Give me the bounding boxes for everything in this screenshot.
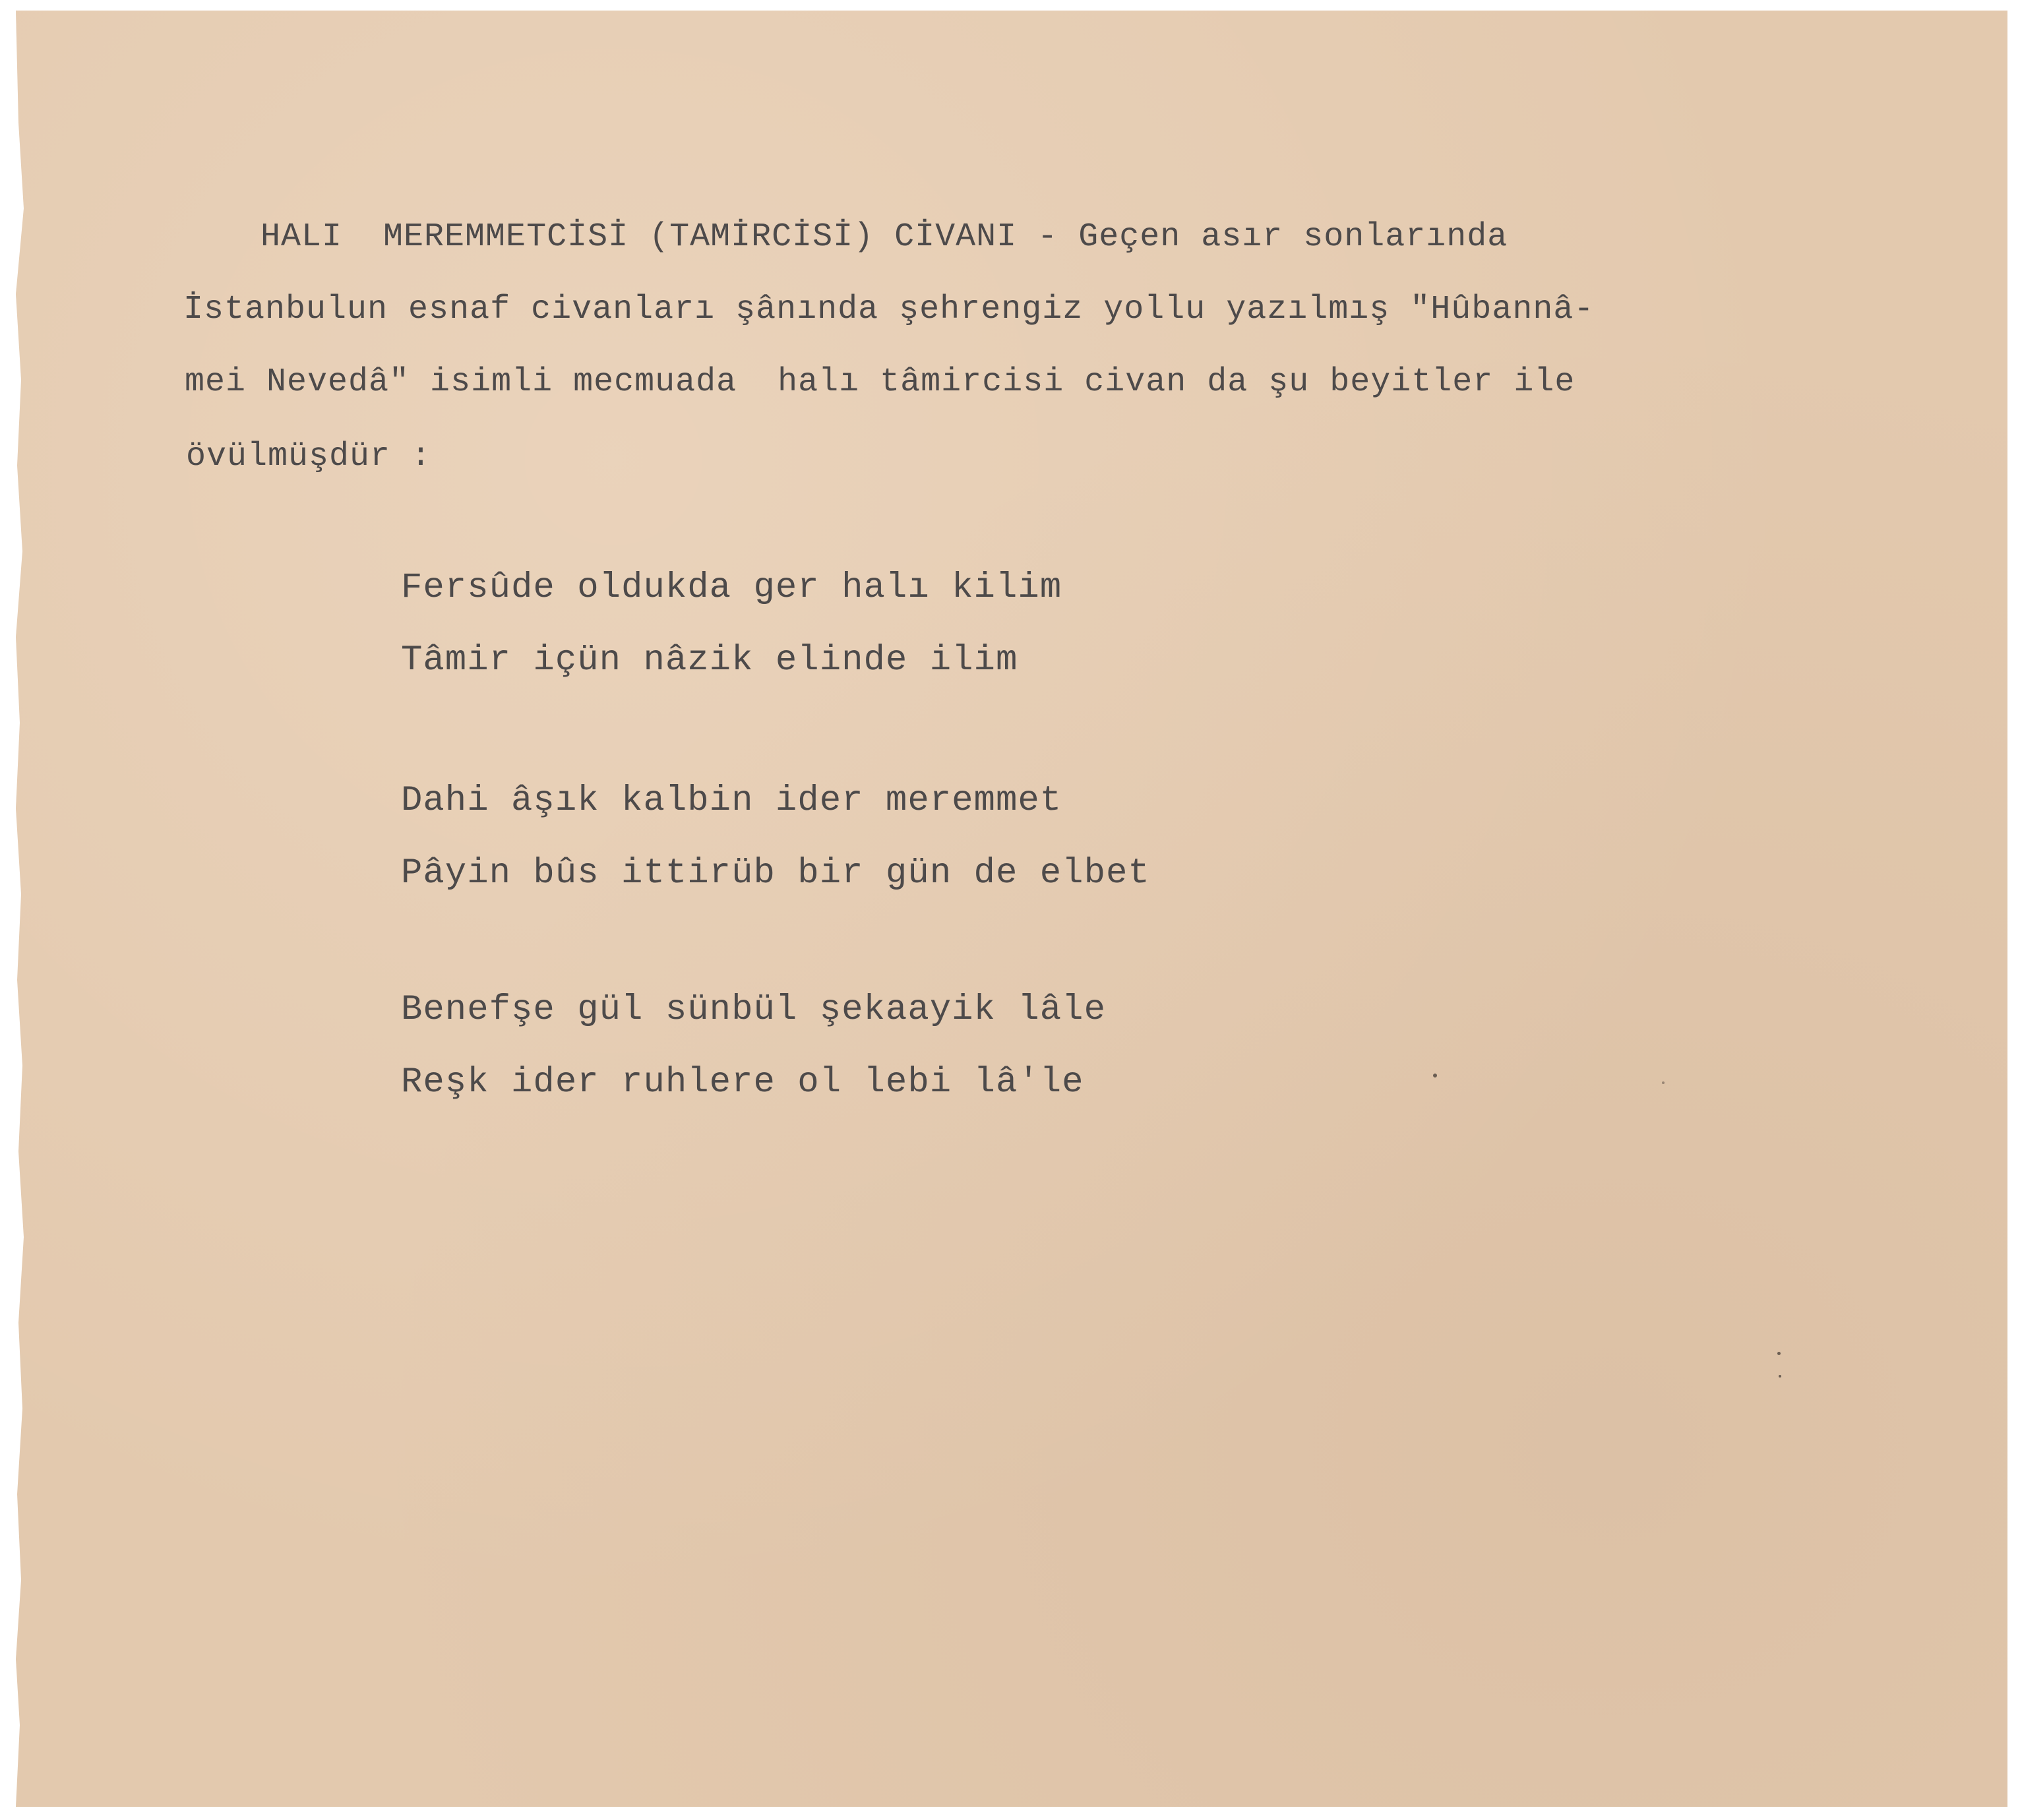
- paper-speck: [1779, 1375, 1781, 1378]
- verse-3-line-1: Benefşe gül sünbül şekaayik lâle: [401, 990, 1106, 1030]
- paper-speck: [1662, 1081, 1665, 1084]
- typewritten-sheet: [16, 11, 2007, 1807]
- paragraph-line-3: mei Nevedâ" isimli mecmuada halı tâmircisi civan da şu beyitler ile: [185, 363, 1576, 401]
- paper-speck: [1433, 1074, 1437, 1077]
- verse-1-line-2: Tâmir içün nâzik elinde ilim: [401, 640, 1018, 681]
- paper-speck: [1777, 1352, 1781, 1355]
- verse-2-line-2: Pâyin bûs ittirüb bir gün de elbet: [401, 853, 1150, 894]
- paragraph-line-4: övülmüşdür :: [186, 438, 432, 475]
- verse-2-line-1: Dahi âşık kalbin ider meremmet: [401, 781, 1062, 821]
- verse-1-line-1: Fersûde oldukda ger halı kilim: [401, 568, 1062, 608]
- verse-3-line-2: Reşk ider ruhlere ol lebi lâ'le: [401, 1062, 1084, 1103]
- paragraph-line-2: İstanbulun esnaf civanları şânında şehrengiz yollu yazılmış "Hûbannâ-: [183, 291, 1595, 328]
- paragraph-line-1: HALI MEREMMETCİSİ (TAMİRCİSİ) CİVANI - Geçen asır sonlarında: [260, 218, 1508, 256]
